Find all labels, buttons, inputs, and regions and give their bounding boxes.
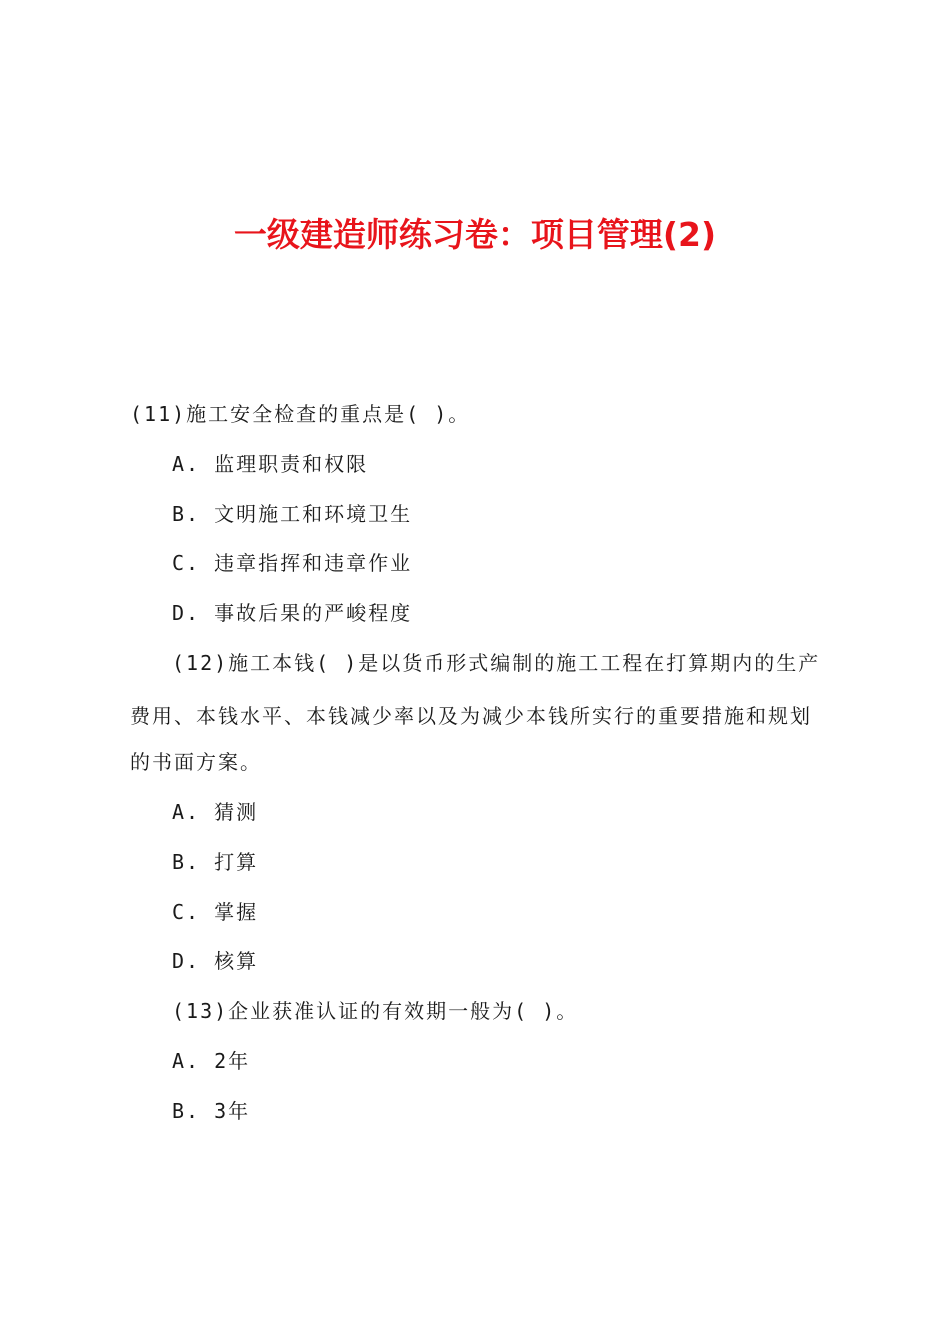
question-11-option-c: C. 违章指挥和违章作业 — [172, 551, 413, 575]
question-11-option-b: B. 文明施工和环境卫生 — [172, 502, 413, 526]
question-13-option-b: B. 3年 — [172, 1099, 251, 1123]
question-11-stem: (11)施工安全检查的重点是( )。 — [130, 402, 471, 426]
question-11-option-d: D. 事故后果的严峻程度 — [172, 601, 413, 625]
question-12-stem-line-3: 的书面方案。 — [130, 750, 262, 774]
question-12-option-b: B. 打算 — [172, 850, 259, 874]
question-12-stem-line-2: 费用、本钱水平、本钱减少率以及为减少本钱所实行的重要措施和规划 — [130, 704, 812, 728]
question-12-stem-line-1: (12)施工本钱( )是以货币形式编制的施工工程在打算期内的生产 — [172, 651, 821, 675]
question-12-option-d: D. 核算 — [172, 949, 259, 973]
question-13-stem: (13)企业获准认证的有效期一般为( )。 — [172, 999, 579, 1023]
question-12-option-c: C. 掌握 — [172, 900, 259, 924]
question-12-option-a: A. 猜测 — [172, 800, 259, 824]
document-title: 一级建造师练习卷：项目管理(2) — [233, 215, 717, 254]
question-11-option-a: A. 监理职责和权限 — [172, 452, 369, 476]
question-13-option-a: A. 2年 — [172, 1049, 251, 1073]
